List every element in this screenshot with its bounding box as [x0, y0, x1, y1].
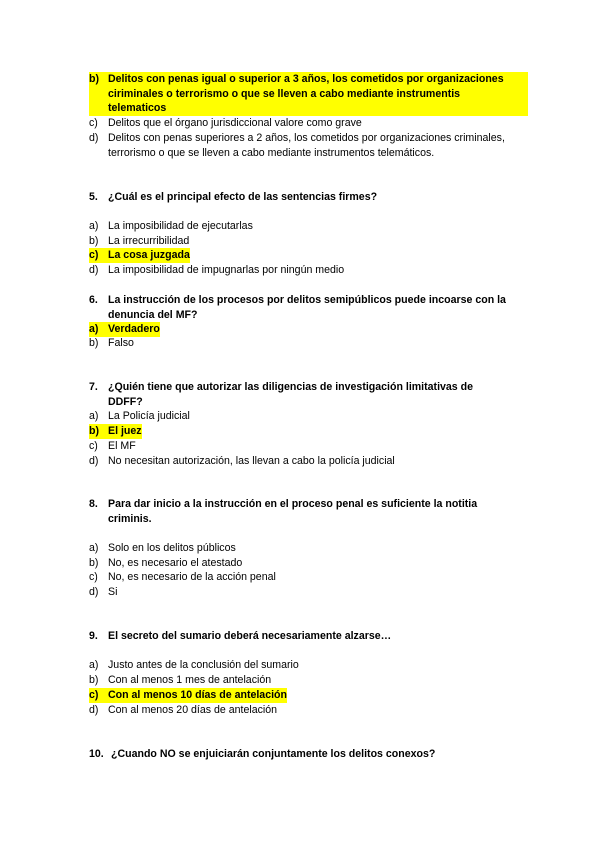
- q7-option-d: d) No necesitan autorización, las llevan a cabo la policía judicial: [89, 455, 395, 467]
- question-6: 6. La instrucción de los procesos por delitos semipúblicos puede incoarse con la denuncia del MF?: [89, 294, 506, 321]
- question-8: 8. Para dar inicio a la instrucción en el proceso penal es suficiente la notitia criminis.: [89, 498, 478, 525]
- question-text-line-1: Para dar inicio a la instrucción en el proceso penal es suficiente la notitia: [108, 498, 478, 510]
- question-text-line-1: La instrucción de los procesos por delitos semipúblicos puede incoarse con la: [108, 294, 506, 306]
- q7-option-c: c) El MF: [89, 440, 136, 452]
- question-text-line-2: DDFF?: [108, 395, 143, 408]
- option-c: c) Delitos que el órgano jurisdiccional valore como grave: [89, 116, 528, 131]
- q5-option-a: a) La imposibilidad de ejecutarlas: [89, 220, 253, 232]
- question-9: 9. El secreto del sumario deberá necesariamente alzarse…: [89, 629, 528, 644]
- option-text: Delitos que el órgano jurisdiccional valore como grave: [108, 117, 362, 129]
- question-5: [89, 190, 528, 205]
- q9-option-a: a) Justo antes de la conclusión del sumario: [89, 659, 299, 671]
- option-b-correct: [89, 72, 528, 116]
- q5-option-d: d) La imposibilidad de impugnarlas por ningún medio: [89, 264, 345, 276]
- option-text-line-1: Delitos con penas igual o superior a 3 años, los cometidos por organizaciones: [108, 73, 504, 85]
- question-number: 5.: [89, 191, 98, 203]
- question-7: 7. ¿Quién tiene que autorizar las diligencias de investigación limitativas de DDFF?: [89, 381, 473, 408]
- q9-option-c-correct: c) Con al menos 10 días de antelación: [89, 689, 287, 701]
- option-d: d) Delitos con penas superiores a 2 años, los cometidos por organizaciones criminales, terrorismo o que se lleven a cabo mediante instrumentos telemáticos.: [89, 132, 505, 159]
- q7-option-a: a) La Policía judicial: [89, 410, 190, 422]
- q6-option-b: b) Falso: [89, 337, 134, 349]
- question-text-line-2: criminis.: [108, 512, 152, 525]
- option-marker: b): [89, 73, 99, 85]
- question-10: 10. ¿Cuando NO se enjuiciarán conjuntamente los delitos conexos?: [89, 747, 531, 762]
- q8-option-a: a) Solo en los delitos públicos: [89, 542, 236, 554]
- q8-option-b: b) No, es necesario el atestado: [89, 557, 243, 569]
- q5-option-b: b) La irrecurribilidad: [89, 235, 190, 247]
- q5-option-c-correct: c) La cosa juzgada: [89, 249, 190, 261]
- option-text-line-2: terrorismo o que se lleven a cabo mediante instrumentos telemáticos.: [108, 146, 435, 159]
- question-text: ¿Cuál es el principal efecto de las sentencias firmes?: [108, 191, 378, 203]
- question-text: El secreto del sumario deberá necesariamente alzarse…: [108, 630, 392, 642]
- q9-option-b: b) Con al menos 1 mes de antelación: [89, 674, 272, 686]
- q8-option-d: d) Si: [89, 586, 118, 598]
- q9-option-d: d) Con al menos 20 días de antelación: [89, 704, 278, 716]
- q6-option-a-correct: a) Verdadero: [89, 323, 160, 335]
- question-text-line-1: ¿Quién tiene que autorizar las diligencias de investigación limitativas de: [108, 381, 473, 393]
- option-text-line-3: telematicos: [108, 102, 167, 114]
- option-text-line-1: Delitos con penas superiores a 2 años, los cometidos por organizaciones criminales,: [108, 132, 505, 144]
- question-text-line-2: denuncia del MF?: [108, 308, 198, 321]
- question-text: ¿Cuando NO se enjuiciarán conjuntamente los delitos conexos?: [111, 748, 436, 760]
- option-text-line-2: ciriminales o terrorismo o que se lleven a cabo mediante instrumentis: [108, 87, 461, 100]
- q8-option-c: c) No, es necesario de la acción penal: [89, 571, 276, 583]
- q7-option-b-correct: b) El juez: [89, 425, 142, 437]
